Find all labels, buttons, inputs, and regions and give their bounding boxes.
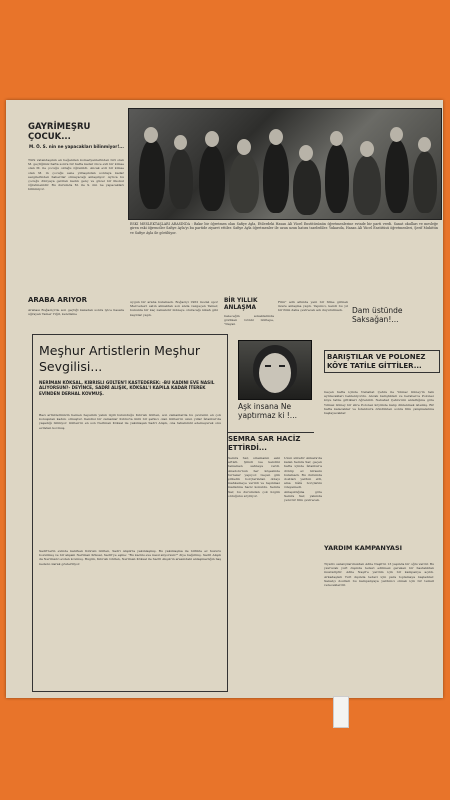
yillik-body: Geleceğin sokaklarında gözüken Gönül Gültepe, "Dayan [224, 314, 274, 327]
semra-body-2: Uzun süredir Ankara'da kalan Semra Sar, geçen hafta içinde İstanbul'a dönüp ev kirasını bulamadı. Bu durumda dostları yardım etti, ama hâlâ borçlarını ödeyemedi. Anlaşıldığına göre Semra Sar, yakında yeni bir film çevirecek. [284, 456, 322, 503]
gayrimesru-title: GAYRİMEŞRU ÇOCUK... [28, 122, 91, 142]
semra-body: Semra Sar, sinemanın eski artisti. Şimdi ise kendini tamamen sahneye verdi. Anadolu'nun her köşesinde turneler yapıyor. Geçen gün şirketin borçlarından dolayı mahkemeye verildi ve taşınmaz mallarına haciz konuldu. Semra Sar, bu durumdan çok üzgün olduğunu söylüyor. [228, 456, 280, 498]
araba-title: ARABA ARIYOR [28, 296, 87, 304]
yardim-title: YARDIM KAMPANYASI [324, 544, 403, 552]
yillik-title: BİR YILLIK ANLAŞMA [224, 298, 258, 311]
araba-body: Arabası Boğaziçi'de son geçtiği kazadan sonra iyice hasara uğrayan Tamer Yiğit, kendisine [28, 308, 124, 317]
photo-caption: ESKİ MESLEKTAŞLARI ARASINDA : Bakır bir öğretmen olan Safiye Ayla, Etilerdeki Hasan Ali Yücel Enstitüsünün öğretmenlerine evinde bir parti verdi. Sanat okulları ve mesleğe giren eski öğrenciler Safiye Ayla'yı bu partide ziyaret ettiler. Safiye Ayla öğretmenler ile uzun uzun hatıra tazelediler. Yukarıda, Hasan Ali Yücel Enstitüsü öğretmenleri, Şerif Muhittin ve Safiye Ayla ile görülüyor. [130, 222, 438, 235]
gayrimesru-body: Türk vatandaşının en beğenilen komedyenlerinden biri olan M. geçtiğimiz hafta sonra bir hafta kadar önce evli bir kimse olan M. ile çocuğu olduğu öğrenildi. Ancak evli bir kimse olan M. in çocuğu sene yılbaşından sonraya kadar sezgilerinden haberdar olmayacağı anlaşılıyor. Ayrıca bu çocuğu dünyaya getiren kadın genç ve güzel bir ilkokul öğretmenidir. Bu durumda M. ile S. nin ne yapacakları bilinmiyor. [28, 158, 124, 192]
gayrimesru-lead: M. Ö. S. nin ne yapacakları bilinmiyor!... [28, 144, 124, 149]
feature-deck: NERİMAN KÖKSAL, KIBRISLI GÜLTEN'İ KASTEDEREK: -BU KADINI EVE NASIL ALIYORSUN?- DEYİNCE, SADRİ ALIŞIK, KÖKSAL'I KAPILA KADAR İTEREK EVİNDEN DERHAL KOVMUŞ. [39, 380, 215, 396]
paper-tab [333, 696, 349, 728]
magazine-page [6, 100, 443, 698]
baristilar-body: Geçen hafta içinde Nebahat Çehre ile Yılmaz Güney'in tam ayrılacakları bekleniyordu. Ancak barıştıkları ve beraberce Polonez köye tatile gittikleri öğrenildi. Nebahat Çehre'nin anlattığına göre Yılmaz Güney bir süre Polonez köyünde kalıp dinlenmek istemiş. Bir hafta kalacaklar ve İstanbul'a döndükten sonra film çalışmalarına başlayacaklar. [324, 390, 434, 416]
semra-title: SEMRA SAR HACİZ ETTİRDİ... [228, 432, 314, 452]
group-photo [128, 108, 442, 220]
yillik-continued: Film" adlı altında yeni bir filme girmek üzere anlaşma yaptı. Yapımcı, kendi bu yıl bir filmi daha çevirecek adı duyurulmadı. [278, 300, 348, 313]
feature-headline: Meşhur Artistlerin Meşhur Sevgilisi... [39, 343, 201, 374]
baristilar-title: BARIŞTILAR VE POLONEZ KÖYE TATİLE GİTTİLER... [324, 350, 440, 373]
feature-body-2: Sadri'lerin evinde kalırken Kıbrıslı Gülten, Sadri Alışık'la yakınlaşmış. Bu yakınlaşma ile birlikte ev huzuru bozulmuş ve bir akşam Neriman Köksal, Sadri'ye eşine: "Bu kadını eve nasıl alıyorsun?" diye bağırmış. Sadri Alışık da Neriman'ı evden kovmuş. Bugün, Kıbrıslı Gülten, Neriman Köksal ile Sadri Alışık'ın arasındaki anlaşmazlığın baş nedeni olarak gösteriliyor. [39, 549, 221, 566]
feature-box [32, 334, 228, 692]
portrait-photo [238, 340, 312, 400]
yardim-body: Tiyatro sanatçılarımızdan Adile Naşit'in 13 yaşında bir oğlu vardır. Bu yavrucak yurt dışında tedavi edilmesi gereken bir hastalıktan mustariptir. Adile Naşit'e yardım için bir kampanya açıldı. Arkadaşları Yurt dışında tedavi için para toplamaya başladılar. Sanatçı dostları bu kampanyaya yardımcı olmak için bir temsil vereceklerdir. [324, 562, 434, 588]
feature-body: Bazı artistlerimizin hemen hepsinin yakın ilgili bulunduğu Kıbrıslı Gülten, son zamanlarda bu çevrenin en çok konuşulan kadını olmuştur. Kendisi bir zamanlar Kıbrıs'ta ünlü bir şarkıcı olan Gülten'in uzun yıllar İstanbul'da yaşadığı biliniyor. Gülten'in en son Neriman Köksal ile yakınlaşan Sadri Alışık, ona tahammül edemeyerek onu evinden kovmuş. [39, 413, 221, 430]
araba-continued: uygun bir araba bulamadı. Boğaziçi 1962 model spor Mercedes'i satın almaktan son anda vazgeçen Tamer, bununla bir kaç zamandır müzeye oturacağı nikah gibi kayıtlar yaptı. [130, 300, 218, 317]
dam-title: Dam üstünde Saksağan!... [352, 306, 403, 324]
ask-title: Aşk insana Ne yaptırmaz ki !... [238, 402, 297, 420]
